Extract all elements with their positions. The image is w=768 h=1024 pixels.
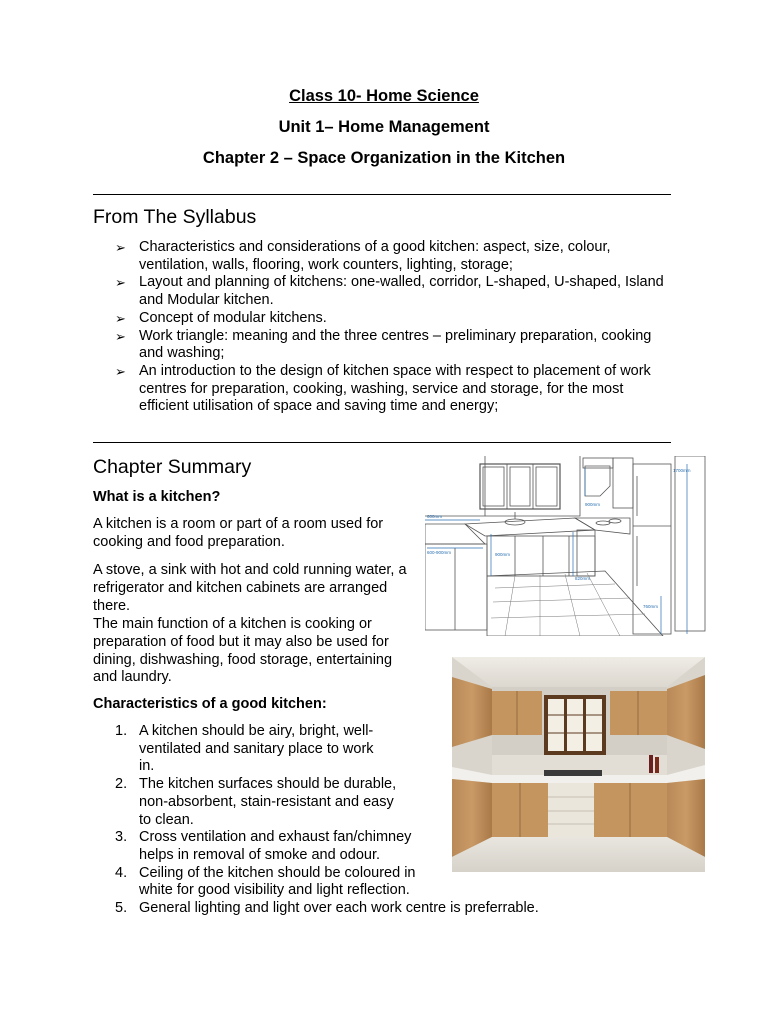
kitchen-layout-diagram [425,456,709,636]
syllabus-heading: From The Syllabus [93,206,257,228]
arrowhead-bullet-icon: ➢ [115,275,126,291]
diagram-label: 820mm [575,576,591,581]
chapter-title: Chapter 2 – Space Organization in the Kitchen [202,149,566,167]
syllabus-item: ➢ Concept of modular kitchens. [115,309,327,326]
arrowhead-bullet-icon: ➢ [115,328,126,344]
characteristic-item: 1. A kitchen should be airy, bright, well-ventilated and sanitary place to work in. [115,723,374,775]
kitchen-appliances-paragraph: A stove, a sink with hot and cold running water, a refrigerator and kitchen cabinets are arranged there. [93,562,407,614]
diagram-label: 760mm [643,604,659,609]
summary-heading: Chapter Summary [93,456,252,478]
divider-middle [93,442,671,443]
kitchen-function-paragraph: The main function of a kitchen is cooking or preparation of food but it may also be used for dining, dishwashing, food storage, entertaining and laundry. [93,616,393,686]
u-shaped-kitchen-photo [452,657,705,872]
diagram-label: 900mm [495,552,511,557]
diagram-label: 600mm [427,514,443,519]
syllabus-item: ➢ Layout and planning of kitchens: one-walled, corridor, L-shaped, U-shaped, Island and Modular kitchen. [115,274,664,309]
what-is-kitchen-heading: What is a kitchen? [93,489,221,505]
arrowhead-bullet-icon: ➢ [115,363,126,379]
arrowhead-bullet-icon: ➢ [115,240,126,255]
characteristic-item: 2. The kitchen surfaces should be durable, non-absorbent, stain-resistant and easy to clean. [115,776,397,828]
syllabus-item: ➢ Characteristics and considerations of a good kitchen: aspect, size, colour, ventilation, walls, flooring, work counters, lighting, storage; [115,239,611,273]
syllabus-list [115,239,675,416]
syllabus-item: ➢ Work triangle: meaning and the three centres – preliminary preparation, cooking and washing; [115,327,652,362]
diagram-label: 600-900mm [427,550,452,555]
syllabus-item: ➢ An introduction to the design of kitchen space with respect to placement of work centres for preparation, cooking, washing, service and storage, for the most efficient utilisation of space and saving time and energy; [115,362,651,415]
kitchen-definition-paragraph: A kitchen is a room or part of a room used for cooking and food preparation. [93,516,384,550]
class-title: Class 10- Home Science [289,87,479,105]
characteristic-item: 4. Ceiling of the kitchen should be coloured in white for good visibility and light reflection. [115,864,416,899]
characteristic-item: 5. General lighting and light over each work centre is preferrable. [115,900,539,917]
arrowhead-bullet-icon: ➢ [115,310,126,326]
characteristic-item: 3. Cross ventilation and exhaust fan/chimney helps in removal of smoke and odour. [115,829,412,863]
unit-title: Unit 1– Home Management [278,118,490,136]
diagram-label: 900mm [585,502,601,507]
divider-top [93,194,671,195]
diagram-label: 1700mm [673,468,691,473]
characteristics-heading: Characteristics of a good kitchen: [93,696,327,712]
